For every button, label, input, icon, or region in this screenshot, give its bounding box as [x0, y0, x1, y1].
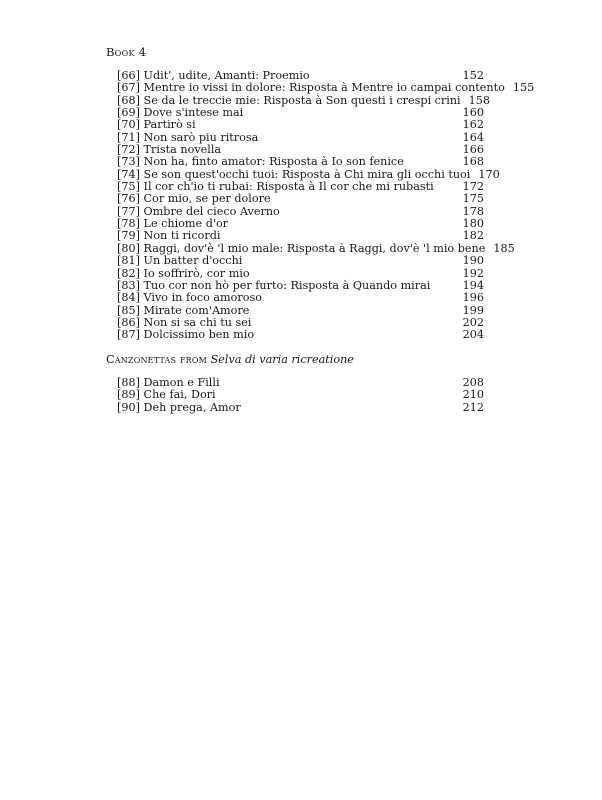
toc-entry-number: [83]: [117, 278, 140, 292]
toc-entry-page: 204: [462, 328, 484, 342]
toc-entry-number: [72]: [117, 143, 140, 157]
toc-entry-number: [67]: [117, 81, 140, 95]
toc-entry-text: Non sarò piu ritrosa: [143, 130, 259, 144]
toc-entry-page: 210: [462, 388, 484, 402]
toc-entry-number: [90]: [117, 400, 140, 414]
toc-entry-page: 152: [462, 69, 484, 82]
toc-entry-page: 160: [462, 106, 484, 120]
toc-entry-page: 162: [462, 118, 484, 132]
toc-entry-number: [70]: [117, 118, 140, 132]
toc-entry-text: Trista novella: [143, 143, 222, 157]
toc-entry-number: [88]: [117, 376, 140, 389]
book-4-contents-list: [117, 69, 535, 342]
toc-entry: [117, 329, 484, 341]
canzonettas-contents-list: [117, 377, 484, 414]
toc-entry-text: Non ti ricordi: [143, 229, 221, 243]
section-heading-prefix: Canzonettas from: [106, 353, 208, 366]
toc-entry-number: [86]: [117, 315, 140, 329]
toc-entry-text: Il cor ch'io ti rubai: Risposta à Il cor che mi rubasti: [143, 180, 434, 194]
toc-entry-page: 190: [462, 254, 484, 268]
toc-entry-page: 194: [462, 278, 484, 292]
toc-entry-page: 175: [462, 192, 484, 206]
toc-entry-text: Se son quest'occhi tuoi: Risposta à Chi mira gli occhi tuoi: [143, 167, 471, 181]
toc-entry-page: 170: [478, 167, 500, 181]
toc-entry-page: 202: [462, 315, 484, 329]
toc-entry-text: Cor mio, se per dolore: [143, 192, 271, 206]
toc-entry-text: Raggi, dov'è 'l mio male: Risposta à Raggi, dov'è 'l mio bene: [143, 241, 486, 255]
toc-entry-page: 155: [512, 81, 535, 95]
toc-entry-number: [81]: [117, 254, 140, 268]
toc-entry-number: [78]: [117, 217, 140, 231]
toc-entry-page: 199: [462, 303, 484, 317]
toc-entry-number: [85]: [117, 303, 140, 317]
toc-entry-number: [89]: [117, 388, 140, 402]
toc-entry-text: Udit', udite, Amanti: Proemio: [143, 69, 310, 82]
toc-entry-page: 185: [493, 241, 515, 255]
toc-entry-title: [117, 402, 455, 414]
toc-entry-number: [84]: [117, 291, 140, 305]
toc-entry-number: [69]: [117, 106, 140, 120]
toc-entry-page: 172: [462, 180, 484, 194]
toc-entry-number: [68]: [117, 93, 140, 107]
toc-entry-text: Mirate com'Amore: [143, 303, 250, 317]
toc-entry-number: [87]: [117, 328, 140, 342]
toc-entry-page: 158: [468, 93, 490, 107]
running-head: Book 4: [106, 45, 147, 59]
toc-entry-text: Le chiome d'or: [143, 217, 229, 231]
toc-entry-text: Damon e Filli: [143, 376, 220, 389]
toc-entry-page: 196: [462, 291, 484, 305]
toc-entry-text: Dove s'intese mai: [143, 106, 244, 120]
toc-entry-text: Io soffrirò, cor mio: [143, 266, 250, 280]
toc-entry-number: [66]: [117, 69, 140, 82]
toc-entry: [117, 402, 484, 414]
toc-entry-page: 164: [462, 130, 484, 144]
toc-entry-text: Ombre del cieco Averno: [143, 204, 280, 218]
toc-entry-title: [117, 329, 455, 341]
toc-entry-number: [80]: [117, 241, 140, 255]
toc-entry-text: Se da le treccie mie: Risposta à Son questi i crespi crini: [143, 93, 461, 107]
toc-entry-number: [75]: [117, 180, 140, 194]
toc-entry-number: [71]: [117, 130, 140, 144]
section-heading: [106, 353, 354, 366]
toc-entry-number: [82]: [117, 266, 140, 280]
toc-entry-text: Mentre io vissi in dolore: Risposta à Mentre io campai contento: [143, 81, 505, 95]
toc-entry-number: [76]: [117, 192, 140, 206]
toc-entry-text: Non si sa chi tu sei: [143, 315, 252, 329]
toc-entry-number: [79]: [117, 229, 140, 243]
toc-entry-text: Non ha, finto amator: Risposta à Io son fenice: [143, 155, 404, 169]
toc-entry-text: Dolcissimo ben mio: [143, 328, 255, 342]
toc-entry-page: 208: [462, 376, 484, 389]
toc-entry-text: Tuo cor non hò per furto: Risposta à Quando mirai: [143, 278, 431, 292]
toc-entry-number: [73]: [117, 155, 140, 169]
toc-entry-page: 182: [462, 229, 484, 243]
toc-entry-page: 192: [462, 266, 484, 280]
toc-entry-number: [77]: [117, 204, 140, 218]
toc-entry-page: 212: [462, 400, 484, 414]
toc-entry-page: 166: [462, 143, 484, 157]
toc-entry-text: Deh prega, Amor: [143, 400, 241, 414]
toc-entry-text: Vivo in foco amoroso: [143, 291, 262, 305]
toc-entry-page: 168: [462, 155, 484, 169]
toc-entry-page: 180: [462, 217, 484, 231]
toc-entry-text: Partirò si: [143, 118, 196, 132]
toc-entry-text: Un batter d'occhi: [143, 254, 243, 268]
toc-entry-number: [74]: [117, 167, 140, 181]
toc-entry-text: Che fai, Dori: [143, 388, 216, 402]
toc-entry-page: 178: [462, 204, 484, 218]
section-heading-title: Selva di varia ricreatione: [210, 353, 354, 366]
